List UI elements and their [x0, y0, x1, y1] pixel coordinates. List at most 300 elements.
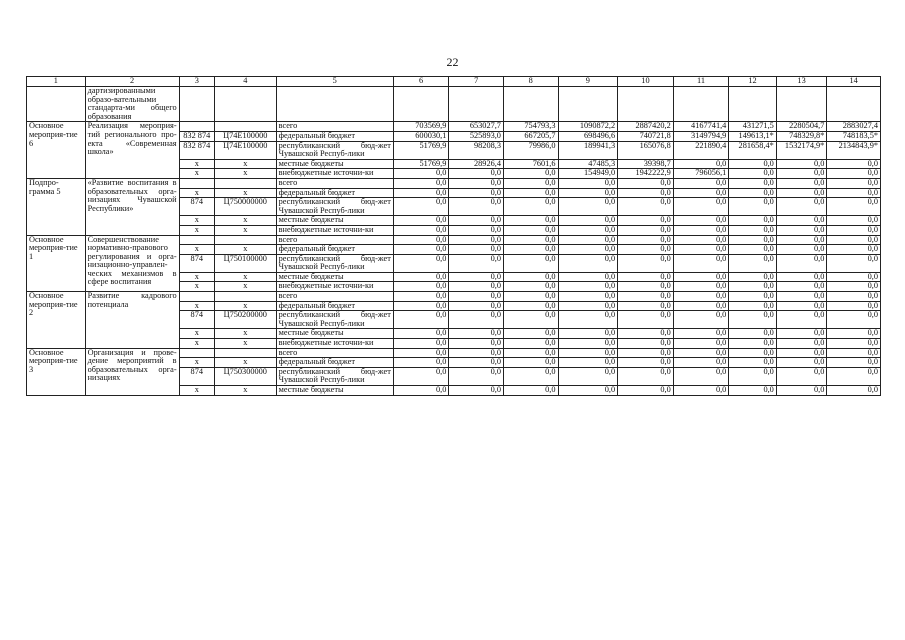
budget-code-cell: Ц750200000: [214, 311, 276, 329]
amount-cell: 0,0: [503, 254, 558, 272]
amount-cell: 0,0: [618, 188, 674, 198]
amount-cell: 0,0: [673, 245, 729, 255]
amount-cell: 0,0: [673, 367, 729, 385]
amount-cell: 0,0: [827, 169, 881, 179]
amount-cell: 0,0: [503, 225, 558, 235]
amount-cell: 0,0: [393, 339, 449, 349]
budget-code-cell: [214, 87, 276, 122]
amount-cell: [449, 87, 504, 122]
amount-cell: 653027,7: [449, 122, 504, 132]
program-title-cell: Реализация мероприя-тий регионального про-екта «Современная школа»: [85, 122, 179, 179]
program-type-cell: Основное мероприя-тие 2: [27, 292, 86, 349]
amount-cell: 0,0: [827, 272, 881, 282]
column-header: 6: [393, 77, 449, 87]
program-type-cell: Подпро-грамма 5: [27, 178, 86, 235]
amount-cell: 0,0: [449, 245, 504, 255]
amount-cell: 0,0: [673, 178, 729, 188]
amount-cell: 0,0: [449, 282, 504, 292]
amount-cell: 0,0: [558, 348, 618, 358]
amount-cell: 0,0: [503, 178, 558, 188]
column-header: 13: [776, 77, 827, 87]
amount-cell: 0,0: [449, 329, 504, 339]
budget-code-cell: [214, 292, 276, 302]
amount-cell: 0,0: [503, 329, 558, 339]
ministry-code-cell: 832 874: [179, 131, 214, 141]
amount-cell: 0,0: [729, 348, 777, 358]
column-header: 5: [276, 77, 393, 87]
column-header: 1: [27, 77, 86, 87]
ministry-code-cell: х: [179, 159, 214, 169]
amount-cell: 0,0: [827, 254, 881, 272]
amount-cell: 0,0: [776, 198, 827, 216]
amount-cell: [729, 87, 777, 122]
funding-source-cell: всего: [276, 292, 393, 302]
amount-cell: 0,0: [393, 386, 449, 396]
amount-cell: 0,0: [776, 386, 827, 396]
amount-cell: 703569,9: [393, 122, 449, 132]
column-header: 11: [673, 77, 729, 87]
amount-cell: 0,0: [776, 216, 827, 226]
amount-cell: 0,0: [618, 367, 674, 385]
amount-cell: 0,0: [618, 348, 674, 358]
amount-cell: 0,0: [503, 386, 558, 396]
amount-cell: 0,0: [673, 159, 729, 169]
ministry-code-cell: х: [179, 282, 214, 292]
amount-cell: 740721,8: [618, 131, 674, 141]
amount-cell: 0,0: [776, 282, 827, 292]
amount-cell: [827, 87, 881, 122]
amount-cell: 221890,4: [673, 141, 729, 159]
funding-source-cell: внебюджетные источни-ки: [276, 225, 393, 235]
amount-cell: 0,0: [729, 178, 777, 188]
amount-cell: 0,0: [449, 358, 504, 368]
column-header: 10: [618, 77, 674, 87]
program-title-cell: Совершенствование нормативно-правового регулирования и орга-низационно-управлен-ческих механизмов в сфере воспитания: [85, 235, 179, 292]
budget-code-cell: Ц74Е100000: [214, 131, 276, 141]
amount-cell: 0,0: [503, 348, 558, 358]
funding-source-cell: местные бюджеты: [276, 159, 393, 169]
table-row: [27, 122, 881, 132]
amount-cell: 0,0: [558, 235, 618, 245]
amount-cell: 0,0: [449, 198, 504, 216]
amount-cell: 0,0: [729, 367, 777, 385]
amount-cell: 0,0: [776, 169, 827, 179]
amount-cell: 2887420,2: [618, 122, 674, 132]
amount-cell: 0,0: [827, 358, 881, 368]
amount-cell: 0,0: [729, 311, 777, 329]
budget-code-cell: х: [214, 159, 276, 169]
amount-cell: [558, 87, 618, 122]
ministry-code-cell: х: [179, 216, 214, 226]
budget-code-cell: [214, 348, 276, 358]
amount-cell: 0,0: [393, 235, 449, 245]
ministry-code-cell: [179, 348, 214, 358]
funding-source-cell: местные бюджеты: [276, 216, 393, 226]
amount-cell: 0,0: [827, 216, 881, 226]
funding-source-cell: местные бюджеты: [276, 386, 393, 396]
amount-cell: 0,0: [393, 348, 449, 358]
funding-source-cell: внебюджетные источни-ки: [276, 169, 393, 179]
amount-cell: 0,0: [618, 329, 674, 339]
amount-cell: 0,0: [618, 245, 674, 255]
ministry-code-cell: х: [179, 301, 214, 311]
amount-cell: 0,0: [503, 339, 558, 349]
table-header-row: [27, 77, 881, 87]
amount-cell: 39398,7: [618, 159, 674, 169]
ministry-code-cell: х: [179, 358, 214, 368]
budget-code-cell: Ц750300000: [214, 367, 276, 385]
amount-cell: 0,0: [827, 235, 881, 245]
amount-cell: 754793,3: [503, 122, 558, 132]
amount-cell: 0,0: [558, 188, 618, 198]
table-row: [27, 87, 881, 122]
budget-code-cell: х: [214, 301, 276, 311]
amount-cell: 0,0: [449, 348, 504, 358]
amount-cell: 0,0: [503, 188, 558, 198]
ministry-code-cell: 832 874: [179, 141, 214, 159]
amount-cell: 0,0: [618, 235, 674, 245]
column-header: 3: [179, 77, 214, 87]
amount-cell: 47485,3: [558, 159, 618, 169]
amount-cell: 0,0: [776, 329, 827, 339]
amount-cell: 0,0: [776, 188, 827, 198]
ministry-code-cell: 874: [179, 254, 214, 272]
amount-cell: [673, 87, 729, 122]
amount-cell: 0,0: [729, 301, 777, 311]
ministry-code-cell: 874: [179, 311, 214, 329]
amount-cell: 0,0: [827, 301, 881, 311]
amount-cell: 0,0: [393, 188, 449, 198]
amount-cell: 0,0: [393, 216, 449, 226]
amount-cell: 0,0: [776, 358, 827, 368]
amount-cell: 0,0: [449, 386, 504, 396]
amount-cell: 0,0: [729, 225, 777, 235]
funding-source-cell: федеральный бюджет: [276, 301, 393, 311]
budget-code-cell: х: [214, 225, 276, 235]
amount-cell: 0,0: [503, 198, 558, 216]
budget-code-cell: [214, 178, 276, 188]
table-row: [27, 348, 881, 358]
amount-cell: 0,0: [618, 178, 674, 188]
amount-cell: 0,0: [673, 235, 729, 245]
amount-cell: 0,0: [776, 254, 827, 272]
column-header: 4: [214, 77, 276, 87]
funding-source-cell: федеральный бюджет: [276, 188, 393, 198]
amount-cell: 2280504,7: [776, 122, 827, 132]
amount-cell: 0,0: [827, 367, 881, 385]
ministry-code-cell: х: [179, 225, 214, 235]
amount-cell: 0,0: [393, 292, 449, 302]
amount-cell: 0,0: [558, 329, 618, 339]
amount-cell: 0,0: [729, 358, 777, 368]
funding-source-cell: федеральный бюджет: [276, 131, 393, 141]
funding-source-cell: всего: [276, 122, 393, 132]
amount-cell: 0,0: [827, 339, 881, 349]
amount-cell: 0,0: [776, 301, 827, 311]
amount-cell: [776, 87, 827, 122]
amount-cell: 0,0: [618, 198, 674, 216]
amount-cell: 0,0: [729, 329, 777, 339]
amount-cell: 0,0: [729, 235, 777, 245]
amount-cell: 796056,1: [673, 169, 729, 179]
amount-cell: 0,0: [503, 216, 558, 226]
budget-code-cell: х: [214, 282, 276, 292]
amount-cell: 0,0: [729, 282, 777, 292]
amount-cell: 0,0: [503, 282, 558, 292]
ministry-code-cell: х: [179, 245, 214, 255]
amount-cell: 0,0: [393, 311, 449, 329]
amount-cell: 0,0: [827, 245, 881, 255]
amount-cell: 0,0: [776, 311, 827, 329]
amount-cell: 698496,6: [558, 131, 618, 141]
amount-cell: 600030,1: [393, 131, 449, 141]
amount-cell: 0,0: [558, 272, 618, 282]
amount-cell: 0,0: [618, 386, 674, 396]
program-type-cell: Основное мероприя-тие 3: [27, 348, 86, 395]
amount-cell: 28926,4: [449, 159, 504, 169]
amount-cell: 0,0: [393, 169, 449, 179]
amount-cell: 0,0: [729, 169, 777, 179]
amount-cell: 0,0: [673, 339, 729, 349]
funding-source-cell: внебюджетные источни-ки: [276, 282, 393, 292]
amount-cell: 0,0: [673, 301, 729, 311]
amount-cell: 0,0: [827, 311, 881, 329]
amount-cell: 0,0: [776, 292, 827, 302]
amount-cell: 0,0: [673, 272, 729, 282]
column-header: 7: [449, 77, 504, 87]
amount-cell: 0,0: [776, 245, 827, 255]
amount-cell: 98208,3: [449, 141, 504, 159]
column-header: 8: [503, 77, 558, 87]
amount-cell: 0,0: [729, 188, 777, 198]
amount-cell: 0,0: [618, 311, 674, 329]
amount-cell: 0,0: [729, 245, 777, 255]
amount-cell: 281658,4*: [729, 141, 777, 159]
budget-code-cell: х: [214, 358, 276, 368]
budget-code-cell: Ц74Е100000: [214, 141, 276, 159]
amount-cell: 0,0: [449, 311, 504, 329]
budget-code-cell: [214, 122, 276, 132]
amount-cell: 0,0: [618, 358, 674, 368]
amount-cell: 0,0: [558, 282, 618, 292]
ministry-code-cell: х: [179, 169, 214, 179]
amount-cell: 0,0: [729, 339, 777, 349]
amount-cell: 0,0: [449, 301, 504, 311]
amount-cell: 0,0: [827, 225, 881, 235]
amount-cell: 0,0: [393, 301, 449, 311]
ministry-code-cell: х: [179, 272, 214, 282]
amount-cell: 0,0: [827, 198, 881, 216]
amount-cell: 0,0: [503, 235, 558, 245]
amount-cell: 748183,5*: [827, 131, 881, 141]
amount-cell: 0,0: [558, 292, 618, 302]
amount-cell: 0,0: [449, 272, 504, 282]
amount-cell: 0,0: [827, 348, 881, 358]
amount-cell: 0,0: [673, 254, 729, 272]
program-type-cell: [27, 87, 86, 122]
amount-cell: 0,0: [729, 159, 777, 169]
amount-cell: [503, 87, 558, 122]
amount-cell: 154949,0: [558, 169, 618, 179]
amount-cell: 0,0: [393, 254, 449, 272]
table-body: [27, 87, 881, 396]
amount-cell: 667205,7: [503, 131, 558, 141]
amount-cell: 0,0: [776, 178, 827, 188]
amount-cell: 0,0: [558, 358, 618, 368]
ministry-code-cell: [179, 178, 214, 188]
column-header: 2: [85, 77, 179, 87]
funding-source-cell: республиканский бюд-жет Чувашской Респуб-лики: [276, 367, 393, 385]
amount-cell: 0,0: [393, 178, 449, 188]
amount-cell: 0,0: [558, 254, 618, 272]
amount-cell: 0,0: [776, 272, 827, 282]
amount-cell: 2134843,9*: [827, 141, 881, 159]
amount-cell: 0,0: [776, 367, 827, 385]
amount-cell: 0,0: [393, 282, 449, 292]
amount-cell: 0,0: [729, 254, 777, 272]
amount-cell: 0,0: [673, 216, 729, 226]
amount-cell: 1090872,2: [558, 122, 618, 132]
amount-cell: 165076,8: [618, 141, 674, 159]
amount-cell: 0,0: [673, 292, 729, 302]
amount-cell: 0,0: [673, 358, 729, 368]
amount-cell: 0,0: [776, 159, 827, 169]
column-header: 14: [827, 77, 881, 87]
funding-source-cell: республиканский бюд-жет Чувашской Респуб-лики: [276, 198, 393, 216]
amount-cell: [393, 87, 449, 122]
ministry-code-cell: [179, 87, 214, 122]
budget-table: [26, 76, 881, 396]
ministry-code-cell: 874: [179, 198, 214, 216]
ministry-code-cell: 874: [179, 367, 214, 385]
amount-cell: 0,0: [729, 216, 777, 226]
funding-source-cell: местные бюджеты: [276, 329, 393, 339]
amount-cell: 0,0: [393, 358, 449, 368]
amount-cell: 0,0: [449, 292, 504, 302]
amount-cell: 0,0: [673, 188, 729, 198]
amount-cell: 0,0: [449, 216, 504, 226]
budget-code-cell: х: [214, 329, 276, 339]
amount-cell: 0,0: [393, 367, 449, 385]
amount-cell: 0,0: [503, 245, 558, 255]
funding-source-cell: федеральный бюджет: [276, 245, 393, 255]
amount-cell: 0,0: [618, 216, 674, 226]
ministry-code-cell: [179, 292, 214, 302]
amount-cell: 0,0: [393, 245, 449, 255]
funding-source-cell: всего: [276, 178, 393, 188]
amount-cell: 0,0: [503, 169, 558, 179]
funding-source-cell: всего: [276, 235, 393, 245]
program-type-cell: Основное мероприя-тие 1: [27, 235, 86, 292]
ministry-code-cell: [179, 122, 214, 132]
amount-cell: 0,0: [393, 272, 449, 282]
amount-cell: 0,0: [776, 348, 827, 358]
amount-cell: 0,0: [827, 292, 881, 302]
amount-cell: 2883027,4: [827, 122, 881, 132]
amount-cell: 0,0: [827, 159, 881, 169]
funding-source-cell: внебюджетные источни-ки: [276, 339, 393, 349]
amount-cell: 0,0: [558, 178, 618, 188]
budget-code-cell: Ц750100000: [214, 254, 276, 272]
table-row: [27, 292, 881, 302]
amount-cell: 149613,1*: [729, 131, 777, 141]
budget-code-cell: х: [214, 245, 276, 255]
amount-cell: 0,0: [673, 348, 729, 358]
amount-cell: 0,0: [618, 339, 674, 349]
amount-cell: 0,0: [503, 272, 558, 282]
amount-cell: 748329,8*: [776, 131, 827, 141]
program-type-cell: Основное мероприя-тие 6: [27, 122, 86, 179]
amount-cell: 0,0: [827, 329, 881, 339]
budget-code-cell: х: [214, 386, 276, 396]
amount-cell: 0,0: [503, 311, 558, 329]
amount-cell: 0,0: [729, 292, 777, 302]
amount-cell: 1942222,9: [618, 169, 674, 179]
funding-source-cell: [276, 87, 393, 122]
amount-cell: 0,0: [618, 254, 674, 272]
amount-cell: 0,0: [558, 311, 618, 329]
amount-cell: 0,0: [776, 339, 827, 349]
amount-cell: 189941,3: [558, 141, 618, 159]
amount-cell: 0,0: [449, 188, 504, 198]
amount-cell: 0,0: [449, 254, 504, 272]
budget-code-cell: [214, 235, 276, 245]
amount-cell: 0,0: [503, 358, 558, 368]
amount-cell: 0,0: [449, 339, 504, 349]
amount-cell: 4167741,4: [673, 122, 729, 132]
amount-cell: 0,0: [393, 198, 449, 216]
amount-cell: 0,0: [618, 292, 674, 302]
ministry-code-cell: [179, 235, 214, 245]
table-row: [27, 235, 881, 245]
budget-code-cell: х: [214, 216, 276, 226]
ministry-code-cell: х: [179, 339, 214, 349]
amount-cell: 0,0: [503, 301, 558, 311]
funding-source-cell: республиканский бюд-жет Чувашской Респуб-лики: [276, 254, 393, 272]
amount-cell: 3149794,9: [673, 131, 729, 141]
amount-cell: 0,0: [673, 282, 729, 292]
amount-cell: 0,0: [393, 225, 449, 235]
amount-cell: 0,0: [776, 235, 827, 245]
budget-code-cell: х: [214, 272, 276, 282]
ministry-code-cell: х: [179, 188, 214, 198]
amount-cell: 0,0: [673, 386, 729, 396]
amount-cell: 0,0: [558, 245, 618, 255]
amount-cell: 7601,6: [503, 159, 558, 169]
amount-cell: 0,0: [827, 178, 881, 188]
amount-cell: 0,0: [449, 235, 504, 245]
amount-cell: 0,0: [618, 272, 674, 282]
program-title-cell: Организация и прове-дение мероприятий в образовательных орга-низациях: [85, 348, 179, 395]
amount-cell: [618, 87, 674, 122]
amount-cell: 0,0: [827, 386, 881, 396]
amount-cell: 0,0: [503, 292, 558, 302]
amount-cell: 0,0: [558, 367, 618, 385]
budget-code-cell: х: [214, 339, 276, 349]
budget-code-cell: Ц750000000: [214, 198, 276, 216]
amount-cell: 0,0: [558, 225, 618, 235]
amount-cell: 0,0: [558, 198, 618, 216]
program-title-cell: «Развитие воспитания в образовательных орга-низациях Чувашской Республики»: [85, 178, 179, 235]
funding-source-cell: республиканский бюд-жет Чувашской Респуб-лики: [276, 141, 393, 159]
amount-cell: 0,0: [503, 367, 558, 385]
amount-cell: 0,0: [729, 272, 777, 282]
amount-cell: 0,0: [673, 311, 729, 329]
amount-cell: 431271,5: [729, 122, 777, 132]
table-row: [27, 178, 881, 188]
amount-cell: 0,0: [393, 329, 449, 339]
budget-code-cell: х: [214, 169, 276, 179]
